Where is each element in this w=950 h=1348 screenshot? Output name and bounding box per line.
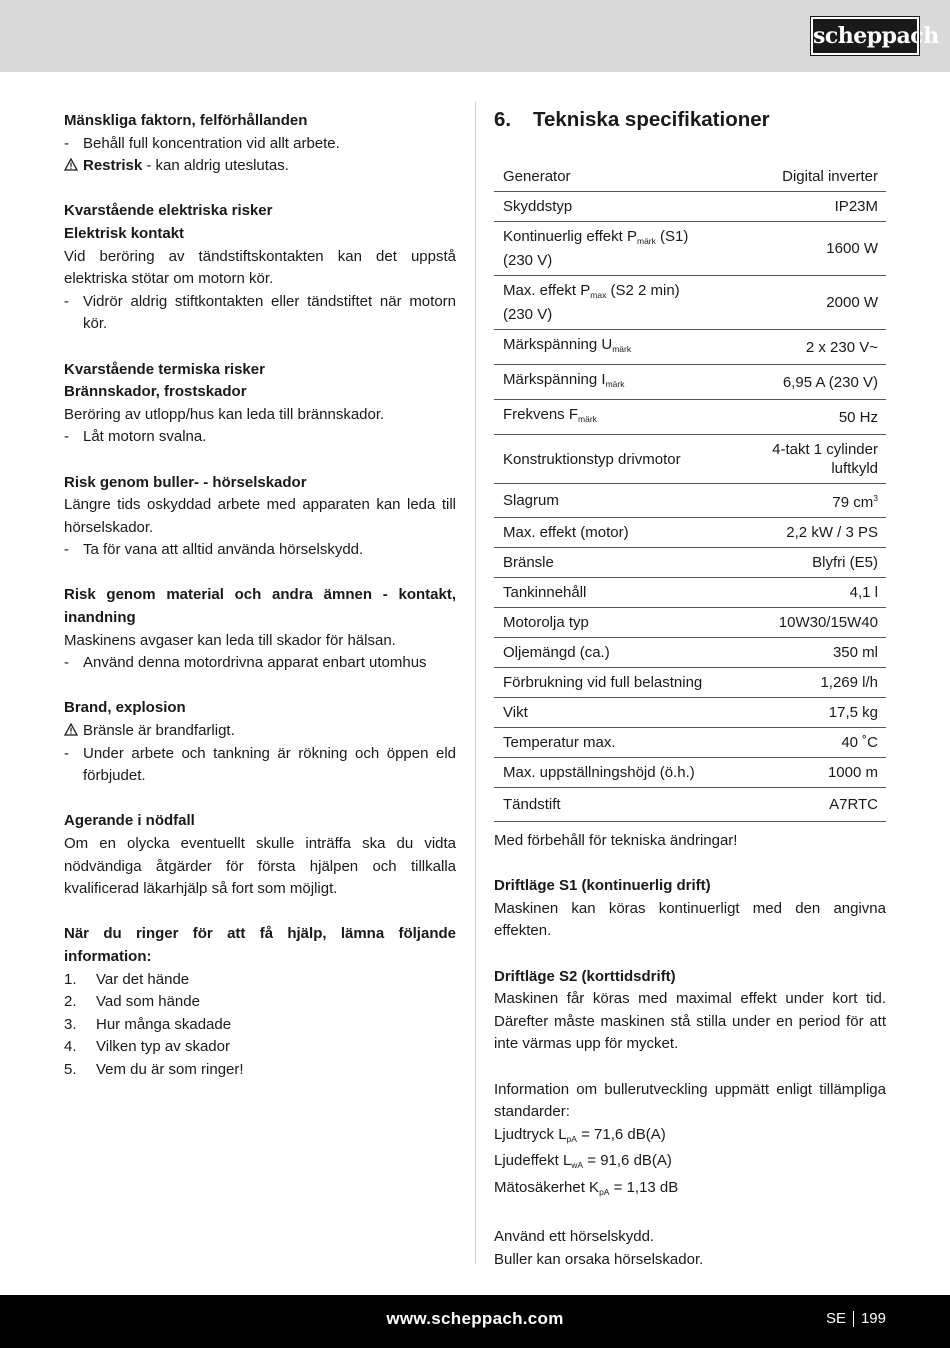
- table-row: Oljemängd (ca.) 350 ml: [494, 638, 886, 668]
- bullet-item: - Låt motorn svalna.: [64, 428, 207, 446]
- header-bar: [0, 0, 950, 72]
- warning-triangle-icon: [64, 723, 78, 736]
- section-heading: Kvarstående elektriska risker: [64, 202, 273, 220]
- bullet-item: - Ta för vana att alltid använda hörselskydd.: [64, 541, 364, 559]
- list-item: 1. Var det hände: [64, 970, 190, 988]
- bullet-item: - Vidrör aldrig stiftkontakten eller tändstiftet när motorn kör.: [64, 292, 456, 333]
- numbered-list: [64, 969, 456, 1082]
- footer-bar: [0, 1295, 950, 1348]
- section-heading: Risk genom material och andra ämnen - kontakt, inandning: [64, 586, 456, 627]
- noise-value: Ljudeffekt $L_{wA} = 91,6$ dB(A): [494, 1152, 672, 1171]
- website-link[interactable]: www.scheppach.com: [386, 1309, 564, 1328]
- table-row: Märkspänning $U_{märk}$ 2 x 230 V~: [494, 330, 886, 365]
- section-heading: Agerande i nödfall: [64, 812, 195, 830]
- paragraph: Längre tids oskyddad arbete med apparaten kan leda till hörselskador.: [64, 496, 456, 536]
- table-row: Bränsle Blyfri (E5): [494, 548, 886, 578]
- separator: [853, 1311, 854, 1327]
- table-row: Max. uppställningshöjd (ö.h.) 1000 m: [494, 758, 886, 788]
- paragraph: Om en olycka eventuellt skulle inträffa ska du vidta nödvändiga åtgärder för första hjälpen och tillkalla kvalificerad läkarhjälp så fort som möjligt.: [64, 835, 456, 898]
- list-item: 5. Vem du är som ringer!: [64, 1060, 244, 1078]
- section-subheading: Brännskador, frostskador: [64, 383, 247, 401]
- paragraph: Information om bullerutveckling uppmätt enligt tillämpliga standarder:: [494, 1080, 886, 1121]
- table-row: Generator Digital inverter: [494, 162, 886, 192]
- table-row: Märkspänning $I_{märk}$ 6,95 A (230 V): [494, 365, 886, 400]
- noise-value: Ljudtryck $L_{pA} = 71,6$ dB(A): [494, 1125, 666, 1144]
- section-subheading: Elektrisk kontakt: [64, 224, 185, 242]
- warning-line: Restrisk - kan aldrig uteslutas.: [64, 155, 456, 178]
- table-row: Tändstift A7RTC: [494, 788, 886, 822]
- paragraph: Beröring av utlopp/hus kan leda till brännskador.: [64, 405, 385, 423]
- noise-value: Mätosäkerhet $K_{pA} = 1,13$ dB: [494, 1178, 679, 1197]
- paragraph: Maskinen får köras med maximal effekt under kort tid. Därefter måste maskinen stå stilla under en period för att inte värmas upp för mycket.: [494, 990, 886, 1053]
- table-row: Slagrum 79 $cm^3$: [494, 484, 886, 518]
- bullet-item: - Behåll full koncentration vid allt arbete.: [64, 134, 340, 152]
- list-item: 4. Vilken typ av skador: [64, 1038, 230, 1056]
- section-heading: Driftläge S2 (korttidsdrift): [494, 967, 676, 985]
- table-row: Kontinuerlig effekt $P_{märk}$ (S1) (230 V) 1600 W: [494, 222, 886, 276]
- table-row: Tankinnehåll 4,1 l: [494, 578, 886, 608]
- paragraph: Maskinens avgaser kan leda till skador för hälsan.: [64, 631, 396, 649]
- table-row: Vikt 17,5 kg: [494, 698, 886, 728]
- left-column: [64, 110, 456, 1082]
- page-number: 199: [860, 1310, 886, 1327]
- paragraph: Använd ett hörselskydd.: [494, 1228, 655, 1246]
- table-row: Frekvens $F_{märk}$ 50 Hz: [494, 400, 886, 435]
- bullet-item: - Använd denna motordrivna apparat enbart utomhus: [64, 654, 427, 672]
- table-row: Förbrukning vid full belastning 1,269 l/h: [494, 668, 886, 698]
- spec-table: [494, 162, 886, 822]
- language-code: SE: [825, 1310, 846, 1327]
- warning-triangle-icon: [64, 158, 78, 171]
- bullet-item: - Under arbete och tankning är rökning och öppen eld förbjudet.: [64, 744, 456, 785]
- paragraph: Vid beröring av tändstiftskontakten kan det uppstå elektriska stötar om motorn kör.: [64, 247, 456, 288]
- paragraph: Maskinen kan köras kontinuerligt med den angivna effekten.: [494, 899, 886, 940]
- section-heading: Mänskliga faktorn, felförhållanden: [64, 112, 308, 129]
- table-row: Temperatur max. 40 ˚C: [494, 728, 886, 758]
- table-row: Max. effekt $P_{max}$ (S2 2 min) (230 V) 2000 W: [494, 276, 886, 330]
- table-row: Max. effekt (motor) 2,2 kW / 3 PS: [494, 518, 886, 548]
- list-item: 3. Hur många skadade: [64, 1015, 232, 1033]
- table-row: Skyddstyp IP23M: [494, 192, 886, 222]
- section-heading: Brand, explosion: [64, 699, 186, 717]
- paragraph: Buller kan orsaka hörselskador.: [494, 1250, 704, 1268]
- table-row: Konstruktionstyp drivmotor 4-takt 1 cylinder luftkyld: [494, 435, 886, 484]
- disclaimer: Med förbehåll för tekniska ändringar!: [494, 832, 738, 849]
- section-title: 6. Tekniska specifikationer: [494, 108, 770, 131]
- section-heading: När du ringer för att få hjälp, lämna följande information:: [64, 925, 456, 965]
- right-column: [494, 104, 886, 1271]
- page-indicator: [826, 1310, 886, 1327]
- section-heading: Kvarstående termiska risker: [64, 360, 265, 378]
- warning-line: Bränsle är brandfarligt.: [64, 720, 456, 743]
- brand-logo: scheppach: [811, 17, 919, 55]
- table-row: Motorolja typ 10W30/15W40: [494, 608, 886, 638]
- section-heading: Driftläge S1 (kontinuerlig drift): [494, 877, 711, 895]
- section-heading: Risk genom buller- - hörselskador: [64, 473, 307, 491]
- list-item: 2. Vad som hände: [64, 993, 200, 1011]
- column-divider: [475, 102, 476, 1264]
